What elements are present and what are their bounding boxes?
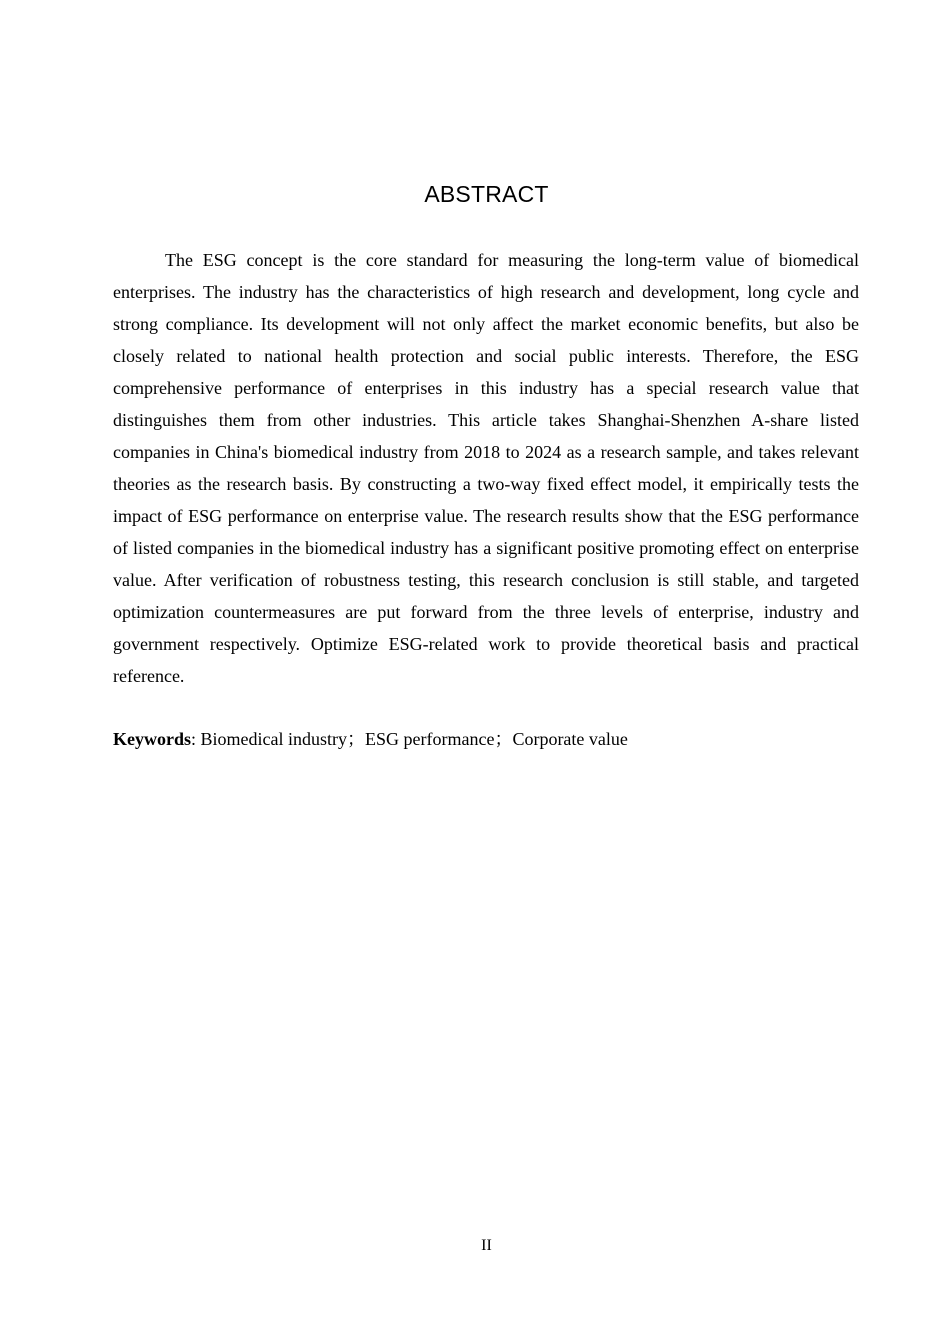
abstract-heading: ABSTRACT	[424, 181, 549, 207]
keywords-label: Keywords	[113, 729, 191, 749]
abstract-paragraph: The ESG concept is the core standard for measuring the long-term value of biomedical enterprises. The industry has the characteristics of high research and development, long cycle and strong compliance. Its development will not only affect the market economic benefits, but also be closely related to national health protection and social public interests. Therefore, the ESG comprehensive performance of enterprises in this industry has a special research value that distinguishes them from other industries. This article takes Shanghai-Shenzhen A-share listed companies in China's biomedical industry from 2018 to 2024 as a research sample, and takes relevant theories as the research basis. By constructing a two-way fixed effect model, it empirically tests the impact of ESG performance on enterprise value. The research results show that the ESG performance of listed companies in the biomedical industry has a significant positive promoting effect on enterprise value. After verification of robustness testing, this research conclusion is still stable, and targeted optimization countermeasures are put forward from the three levels of enterprise, industry and government respectively. Optimize ESG-related work to provide theoretical basis and practical reference.	[113, 250, 859, 686]
keywords-line	[113, 723, 859, 755]
page-number: II	[481, 1237, 492, 1254]
keywords-separator: :	[191, 729, 201, 749]
keywords-text: Biomedical industry；ESG performance；Corporate value	[200, 729, 628, 749]
